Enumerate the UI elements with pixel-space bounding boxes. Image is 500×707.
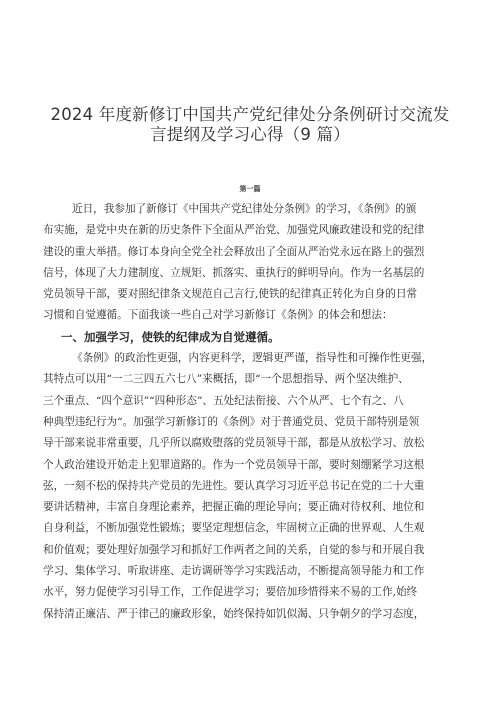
- paragraph-line: 《条例》的政治性更强，内容更科学，逻辑更严谨，指导性和可操作性更强，: [72, 352, 433, 365]
- document-title-line-2: 言提纲及学习心得（9 篇）: [150, 125, 350, 144]
- paragraph-line: 近日，我参加了新修订《中国共产党纪律处分条例》的学习，《条例》的颁: [72, 203, 417, 215]
- paragraph-line: 保持清正廉洁、严于律己的廉政形象，始终保持如饥似渴、只争朝夕的学习态度，: [43, 607, 425, 620]
- paragraph-line: 要讲话精神，丰富自身理论素养，把握正确的理论导向；要正确对待权利、地位和: [43, 501, 425, 514]
- paragraph-line: 自身利益，不断加强党性锻炼；要坚定理想信念，牢固树立正确的世界观、人生观: [43, 522, 425, 535]
- paragraph-line: 个人政治建设开始走上犯罪道路的。作为一个党员领导干部，要时刻绷紧学习这根: [43, 458, 425, 471]
- paragraph-line: 党员领导干部，要对照纪律条文规范自己言行,使铁的纪律真正转化为自身的日常: [43, 288, 418, 301]
- section-heading: 一、加强学习，使铁的纪律成为自觉遵循。: [61, 329, 280, 344]
- paragraph-line: 习惯和自觉遵循。下面我谈一些自己对学习新修订《条例》的体会和想法：: [43, 309, 393, 322]
- document-body: [43, 199, 460, 625]
- paragraph-line: 导干部来说非常重要，几乎所以腐败堕落的党员领导干部，都是从放松学习、放松: [43, 437, 425, 450]
- paragraph-line: 信号，体现了大力建制度、立规矩、抓落实、重执行的鲜明导向。作为一名基层的: [43, 266, 425, 279]
- paragraph-line: 其特点可以用“一二三四五六七八”来概括，即“一个思想指导、两个坚决维护、: [43, 373, 409, 386]
- paragraph-line: 学习、集体学习、听取讲座、走访调研等学习实践活动，不断提高领导能力和工作: [43, 565, 425, 578]
- paragraph-line: 建设的重大举措。修订本身向全党全社会释放出了全面从严治党永远在路上的强烈: [43, 245, 425, 258]
- document-title-line-1: 2024 年度新修订中国共产党纪律处分条例研讨交流发: [50, 105, 450, 124]
- paragraph-line: 布实施，是党中央在新的历史条件下全面从严治党、加强党风廉政建设和党的纪律: [43, 224, 425, 237]
- paragraph-line: 和价值观；要处理好加强学习和抓好工作两者之间的关系，自觉的参与和开展自我: [43, 543, 425, 556]
- paragraph-line: 三个重点、“四个意识”“四种形态”、五处纪法衔接、六个从严、七个有之、八: [43, 394, 404, 407]
- paragraph-line: 弦，一刻不松的保持共产党员的先进性。要认真学习习近平总书记在党的二十大重: [43, 479, 425, 492]
- paragraph-line: 种典型违纪行为“。加强学习新修订的《条例》对于普通党员、党员干部特别是领: [43, 415, 420, 428]
- paragraph-line: 水平，努力促使学习引导工作，工作促进学习；要倍加珍惜得来不易的工作,始终: [43, 586, 418, 599]
- section-label: 第一篇: [239, 184, 261, 193]
